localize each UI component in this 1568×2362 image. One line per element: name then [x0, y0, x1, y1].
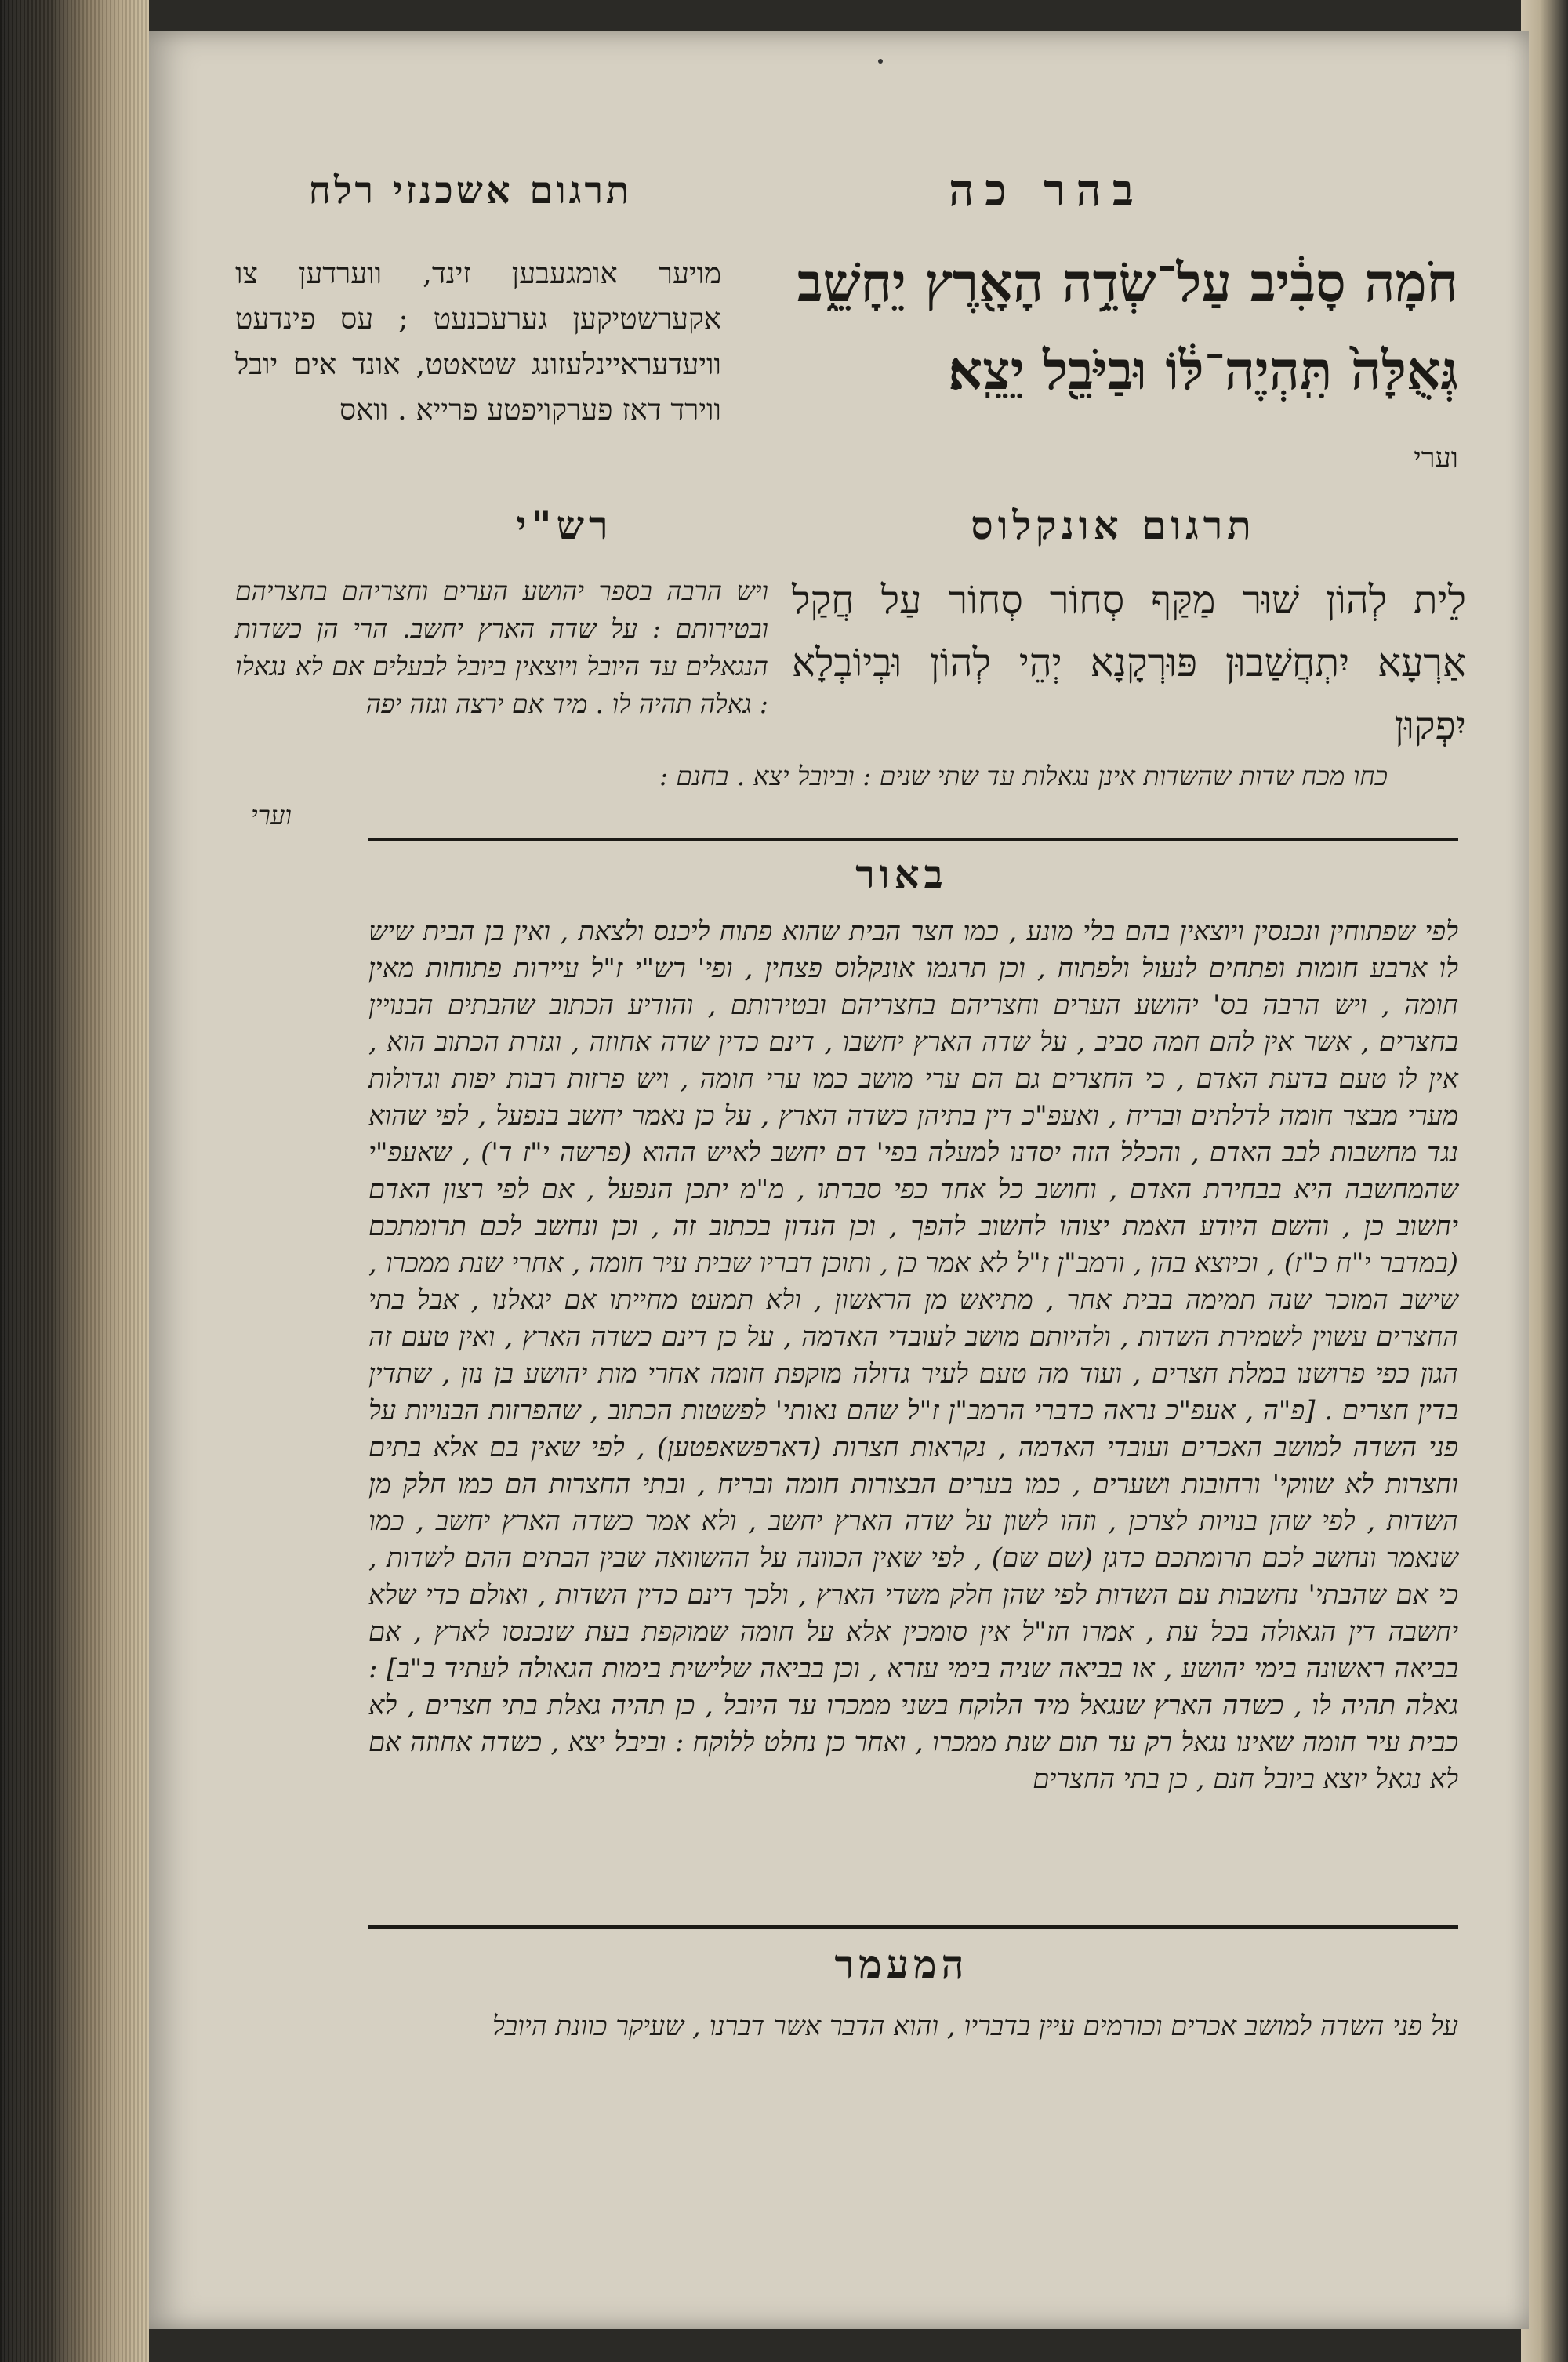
header-parasha-chapter: בהר כה: [949, 165, 1145, 216]
biur-heading: באור: [855, 851, 948, 897]
header-ashkenazi-title: תרגום אשכנזי רלח: [308, 169, 633, 213]
rashi-text: ויש הרבה בספר יהושע הערים וחצריהם בחצריהם ובטירותם : על שדה הארץ יחשב. הרי הן כשדות הנגאלים עד היובל ויוצאין ביובל לבעלים אם לא נגאלו : גאלה תהיה לו . מיד אם ירצה וגזה יפה: [235, 576, 768, 719]
verse-catchword: וערי: [1414, 442, 1458, 474]
rashi-continuation: [235, 757, 1388, 835]
verse-line-1: חֹמָה סָבִ֔יב עַל־שְׂדֵ֥ה הָאָ֖רֶץ יֵחָשֵׁ֑ב: [797, 252, 1458, 314]
rashi-heading: רש"י: [516, 502, 613, 548]
book-page-edges: [0, 0, 149, 2362]
page-mark: [878, 59, 883, 64]
meamer-text: על פני השדה למושב אכרים וכורמים עיין בדבריו , והוא הדבר אשר דברנו , שעיקר כוונת היובל: [492, 2011, 1458, 2042]
biur-text: לפי שפתוחין ונכנסין ויוצאין בהם בלי מונע , כמו חצר הבית שהוא פתוח ליכנס ולצאת , ואין בן הבית שיש לו ארבע חומות ופתחים לנעול ולפתוח , וכן תרגמו אונקלוס פצחין , ופי' רש"י ז"ל עיירות פתוחות מאין חומה , ויש הרבה בס' יהושע הערים וחצריהם בחצריהם ובטירותם , והודיע הכתוב שהבתים הבנויין בחצרים , אשר אין להם חמה סביב , על שדה הארץ יחשבו , דינם כדין שדה אחוזה , וגזרת הכתוב הוא , אין לו טעם בדעת האדם , כי החצרים גם הם ערי מושב כמו ערי חומה , ויש פרזות רבות יפות וגדולות מערי מבצר חומה לדלתים ובריח , ואעפ"כ דין בתיהן כשדה הארץ , על כן נאמר יחשב בנפעל , לפי שהוא נגד מחשבות לבב האדם , והכלל הזה יסדנו למעלה בפי' דם יחשב לאיש ההוא (פרשה י"ז ד') , שאעפ"י שהמחשבה היא בבחירת האדם , וחושב כל אחד כפי סברתו , מ"מ יתכן הנפעל , אם לפי רצון האדם יחשוב כן , והשם היודע האמת יצוהו לחשוב להפך , וכן הנדון בכתוב זה , וכן ונחשב לכם תרומתכם (במדבר י"ח כ"ז) , וכיוצא בהן , ורמב"ן ז"ל לא אמר כן , ותוכן דבריו שבית עיר חומה , אחרי שנת ממכרו , שישב המוכר שנה תמימה בבית אחר , מתיאש מן הראשון , ולא תמעט מחייתו אם יגאלנו , אבל בתי החצרים עשוין לשמירת השדות , ולהיותם מושב לעובדי האדמה , על כן דינם כשדה הארץ , ואין טעם זה הגון כפי פרושנו במלת חצרים , ועוד מה טעם לעיר גדולה מוקפת חומה אחרי מות יהושע בן נון , שתדין בדין חצרים . [פ"ה , אעפ"כ נראה כדברי הרמב"ן ז"ל שהם נאותי' לפשטות הכתוב , שהפרזות הבנויות על פני השדה למושב האכרים ועובדי האדמה , נקראות חצרות (דארפשאפטען) , לפי שאין בם אלא בתים וחצרות לא שווקי' ורחובות ושערים , כמו בערים הבצורות חומה ובריח , ובתי החצרות הם כמו חלק מן השדות , לפי שהן בנויות לצרכן , וזהו לשון על שדה הארץ יחשב , ולא אמר כשדה הארץ יחשב , כמו שנאמר ונחשב לכם תרומתכם כדגן (שם שם) , לפי שאין הכוונה על ההשוואה שבין הבתים ההם לשדות , כי אם שהבתי' נחשבות עם השדות לפי שהן חלק משדי הארץ , ולכך דינם כדין השדות , ואולם כדי שלא יחשבה דין הגאולה בכל עת , אמרו חז"ל אין סומכין אלא על חומה שמוקפת בעת שנכנסו לארץ , אם בביאה ראשונה בימי יהושע , או בביאה שניה בימי עזרא , וכן בביאה שלישית בימות הגאולה לעתיד ב"ב] : גאלה תהיה לו , כשדה הארץ שנגאל מיד הלוקח בשני ממכרו עד היובל , כן תהיה גאלת בתי חצרים , לא כבית עיר חומה שאינו נגאל רק עד תום שנת ממכרו , ואחר כן נחלט ללוקח : וביבל יצא , כשדה אחוזה אם לא נגאל יוצא ביובל חנם , כן בתי החצרים: [368, 916, 1458, 1795]
rashi-continuation-line: כחו מכח שדות שהשדות אינן נגאלות עד שתי שנים : וביובל יצא . בחנם :: [659, 761, 1388, 791]
verse-line-2: גְּאֻלָּה֙ תִּֽהְיֶה־לּ֔וֹ וּבַיֹּבֵ֖ל יֵצֵֽא׃: [948, 340, 1458, 402]
onkelos-heading: תרגום אונקלוס: [971, 502, 1256, 548]
onkelos-text: לֵית לְהוֹן שׁוּר מַקַּף סְחוֹר סְחוֹר עַל חֲקַל אַרְעָא יִתְחֲשַׁבוּן פּוּרְקָנָא יְהֵי לְהוֹן וּבְיוֹבְלָא יִפְקוּן: [792, 577, 1466, 748]
divider-rule: [368, 838, 1458, 841]
ashkenazi-translation: מויער אומגעבען זינד, ווערדען צו אקערשטיקען גערעכנעט ; עס פינדעט וויעדעראיינלעזונג שטאטט, אונד אים יובל ווירד דאז פערקויפטע פרייא . וואס: [235, 256, 721, 427]
rashi-catchword: וערי: [251, 800, 292, 830]
meamer-heading: המעמר: [834, 1941, 969, 1987]
verse-text: [784, 239, 1458, 503]
divider-rule: [368, 1925, 1458, 1929]
